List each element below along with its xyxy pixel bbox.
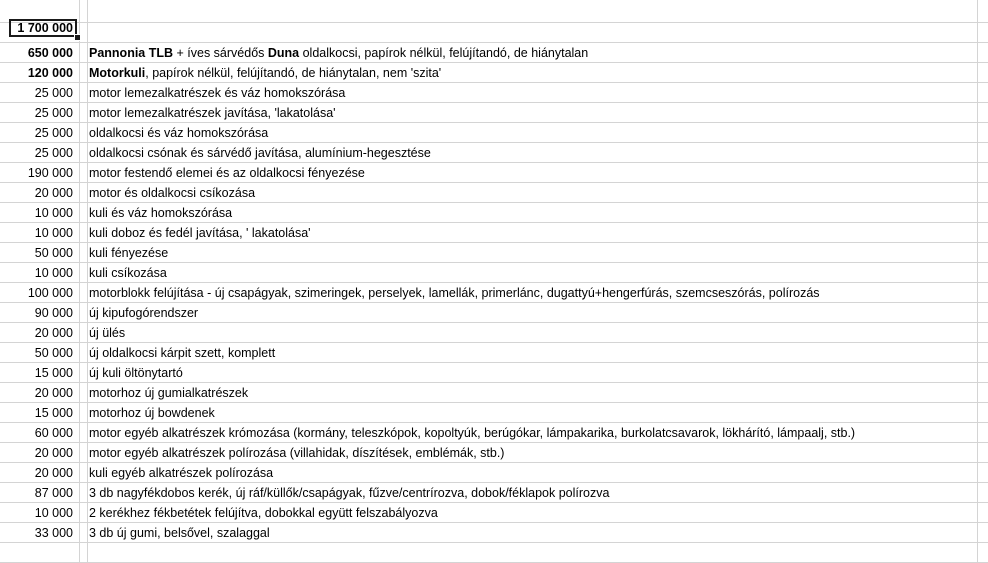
description-text: motor lemezalkatrészek és váz homokszórása <box>89 86 346 100</box>
table-row <box>0 163 988 183</box>
amount-cell[interactable]: 20 000 <box>34 446 73 460</box>
description-text: új kipufogórendszer <box>89 306 199 320</box>
table-row <box>0 403 988 423</box>
description-text: motor lemezalkatrészek javítása, 'lakatolása' <box>89 106 336 120</box>
amount-cell[interactable]: 10 000 <box>34 226 73 240</box>
description-text: 2 kerékhez fékbetétek felújítva, dobokkal együtt felszabályozva <box>89 506 438 520</box>
description-cell[interactable] <box>89 463 273 483</box>
amount-cell[interactable]: 120 000 <box>27 66 73 80</box>
description-cell[interactable] <box>89 163 365 183</box>
description-text: Pannonia TLB <box>89 46 174 60</box>
description-cell[interactable] <box>89 203 232 223</box>
fill-handle[interactable] <box>74 34 81 41</box>
description-text: új ülés <box>89 326 126 340</box>
description-cell[interactable] <box>89 183 255 203</box>
amount-cell[interactable]: 20 000 <box>34 326 73 340</box>
amount-cell[interactable]: 15 000 <box>34 366 73 380</box>
amount-cell[interactable]: 50 000 <box>34 246 73 260</box>
description-text: motor festendő elemei és az oldalkocsi fényezése <box>89 166 365 180</box>
description-cell[interactable] <box>89 503 438 523</box>
amount-cell[interactable]: 100 000 <box>27 286 73 300</box>
description-cell[interactable] <box>89 303 198 323</box>
table-row <box>0 283 988 303</box>
amount-cell[interactable]: 25 000 <box>34 86 73 100</box>
description-text: Motorkuli <box>89 66 146 80</box>
table-row <box>0 263 988 283</box>
description-text: motorhoz új gumialkatrészek <box>89 386 249 400</box>
description-cell[interactable] <box>89 223 311 243</box>
description-cell[interactable] <box>89 383 248 403</box>
description-cell[interactable] <box>89 403 215 423</box>
amount-cell[interactable]: 20 000 <box>34 186 73 200</box>
amount-cell[interactable]: 20 000 <box>34 386 73 400</box>
description-text: Duna <box>267 46 300 60</box>
description-text: motor és oldalkocsi csíkozása <box>89 186 256 200</box>
description-cell[interactable] <box>89 423 855 443</box>
table-row <box>0 223 988 243</box>
description-text: új kuli öltönytartó <box>89 366 183 380</box>
description-cell[interactable] <box>89 363 183 383</box>
table-row <box>0 483 988 503</box>
amount-cell[interactable]: 25 000 <box>34 146 73 160</box>
description-text: , papírok nélkül, felújítandó, de hiánytalan, nem 'szita' <box>145 66 442 80</box>
description-text: motor egyéb alkatrészek polírozása (villahidak, díszítések, emblémák, stb.) <box>89 446 505 460</box>
description-text: kuli és váz homokszórása <box>89 206 233 220</box>
description-text: oldalkocsi csónak és sárvédő javítása, alumínium-hegesztése <box>89 146 431 160</box>
description-cell[interactable] <box>89 243 168 263</box>
description-cell[interactable] <box>89 143 431 163</box>
table-row <box>0 443 988 463</box>
amount-cell[interactable]: 25 000 <box>34 126 73 140</box>
table-row <box>0 383 988 403</box>
description-text: motorblokk felújítása - új csapágyak, szimeringek, perselyek, lamellák, primerlánc, dugattyú+hengerfúrás, szemcseszórás, polírozás <box>89 286 820 300</box>
description-text: kuli egyéb alkatrészek polírozása <box>89 466 274 480</box>
amount-cell[interactable]: 87 000 <box>34 486 73 500</box>
description-cell[interactable] <box>89 343 275 363</box>
table-row <box>0 183 988 203</box>
description-cell[interactable] <box>89 83 345 103</box>
amount-cell[interactable]: 190 000 <box>27 166 73 180</box>
description-cell[interactable] <box>89 63 441 83</box>
table-row <box>0 463 988 483</box>
description-cell[interactable] <box>89 43 588 63</box>
table-row <box>0 503 988 523</box>
description-cell[interactable] <box>89 263 167 283</box>
total-cell[interactable]: 1 700 000 <box>17 21 73 35</box>
table-row <box>0 343 988 363</box>
description-cell[interactable] <box>89 323 125 343</box>
description-text: kuli csíkozása <box>89 266 167 280</box>
table-row <box>0 83 988 103</box>
description-text: motorhoz új bowdenek <box>89 406 215 420</box>
table-row <box>0 63 988 83</box>
table-row <box>0 123 988 143</box>
description-text: kuli fényezése <box>89 246 169 260</box>
amount-cell[interactable]: 15 000 <box>34 406 73 420</box>
description-text: 3 db nagyfékdobos kerék, új ráf/küllők/csapágyak, fűzve/centrírozva, dobok/féklapok polírozva <box>89 486 610 500</box>
description-cell[interactable] <box>89 443 504 463</box>
amount-cell[interactable]: 20 000 <box>34 466 73 480</box>
amount-cell[interactable]: 650 000 <box>27 46 73 60</box>
amount-cell[interactable]: 33 000 <box>34 526 73 540</box>
table-row <box>0 203 988 223</box>
table-row <box>0 363 988 383</box>
description-text: motor egyéb alkatrészek krómozása (kormány, teleszkópok, kopoltyúk, berúgókar, lámpakarika, burkolatcsavarok, lökhárító, lámpaalj, stb.) <box>89 426 856 440</box>
table-row <box>0 423 988 443</box>
table-row <box>0 243 988 263</box>
amount-cell[interactable]: 50 000 <box>34 346 73 360</box>
table-row <box>0 143 988 163</box>
description-text: kuli doboz és fedél javítása, ' lakatolása' <box>89 226 311 240</box>
description-text: 3 db új gumi, belsővel, szalaggal <box>89 526 270 540</box>
amount-cell[interactable]: 25 000 <box>34 106 73 120</box>
table-row <box>0 303 988 323</box>
table-row <box>0 523 988 543</box>
description-cell[interactable] <box>89 483 609 503</box>
description-text: oldalkocsi és váz homokszórása <box>89 126 269 140</box>
description-cell[interactable] <box>89 283 820 303</box>
description-text: + íves sárvédős <box>173 46 268 60</box>
description-text: új oldalkocsi kárpit szett, komplett <box>89 346 276 360</box>
amount-cell[interactable]: 10 000 <box>34 206 73 220</box>
amount-cell[interactable]: 10 000 <box>34 506 73 520</box>
description-cell[interactable] <box>89 123 268 143</box>
table-row <box>0 103 988 123</box>
description-cell[interactable] <box>89 103 336 123</box>
amount-cell[interactable]: 90 000 <box>34 306 73 320</box>
description-cell[interactable] <box>89 523 270 543</box>
table-row <box>0 323 988 343</box>
table-row <box>0 43 988 63</box>
amount-cell[interactable]: 60 000 <box>34 426 73 440</box>
description-text: oldalkocsi, papírok nélkül, felújítandó, de hiánytalan <box>299 46 589 60</box>
amount-cell[interactable]: 10 000 <box>34 266 73 280</box>
